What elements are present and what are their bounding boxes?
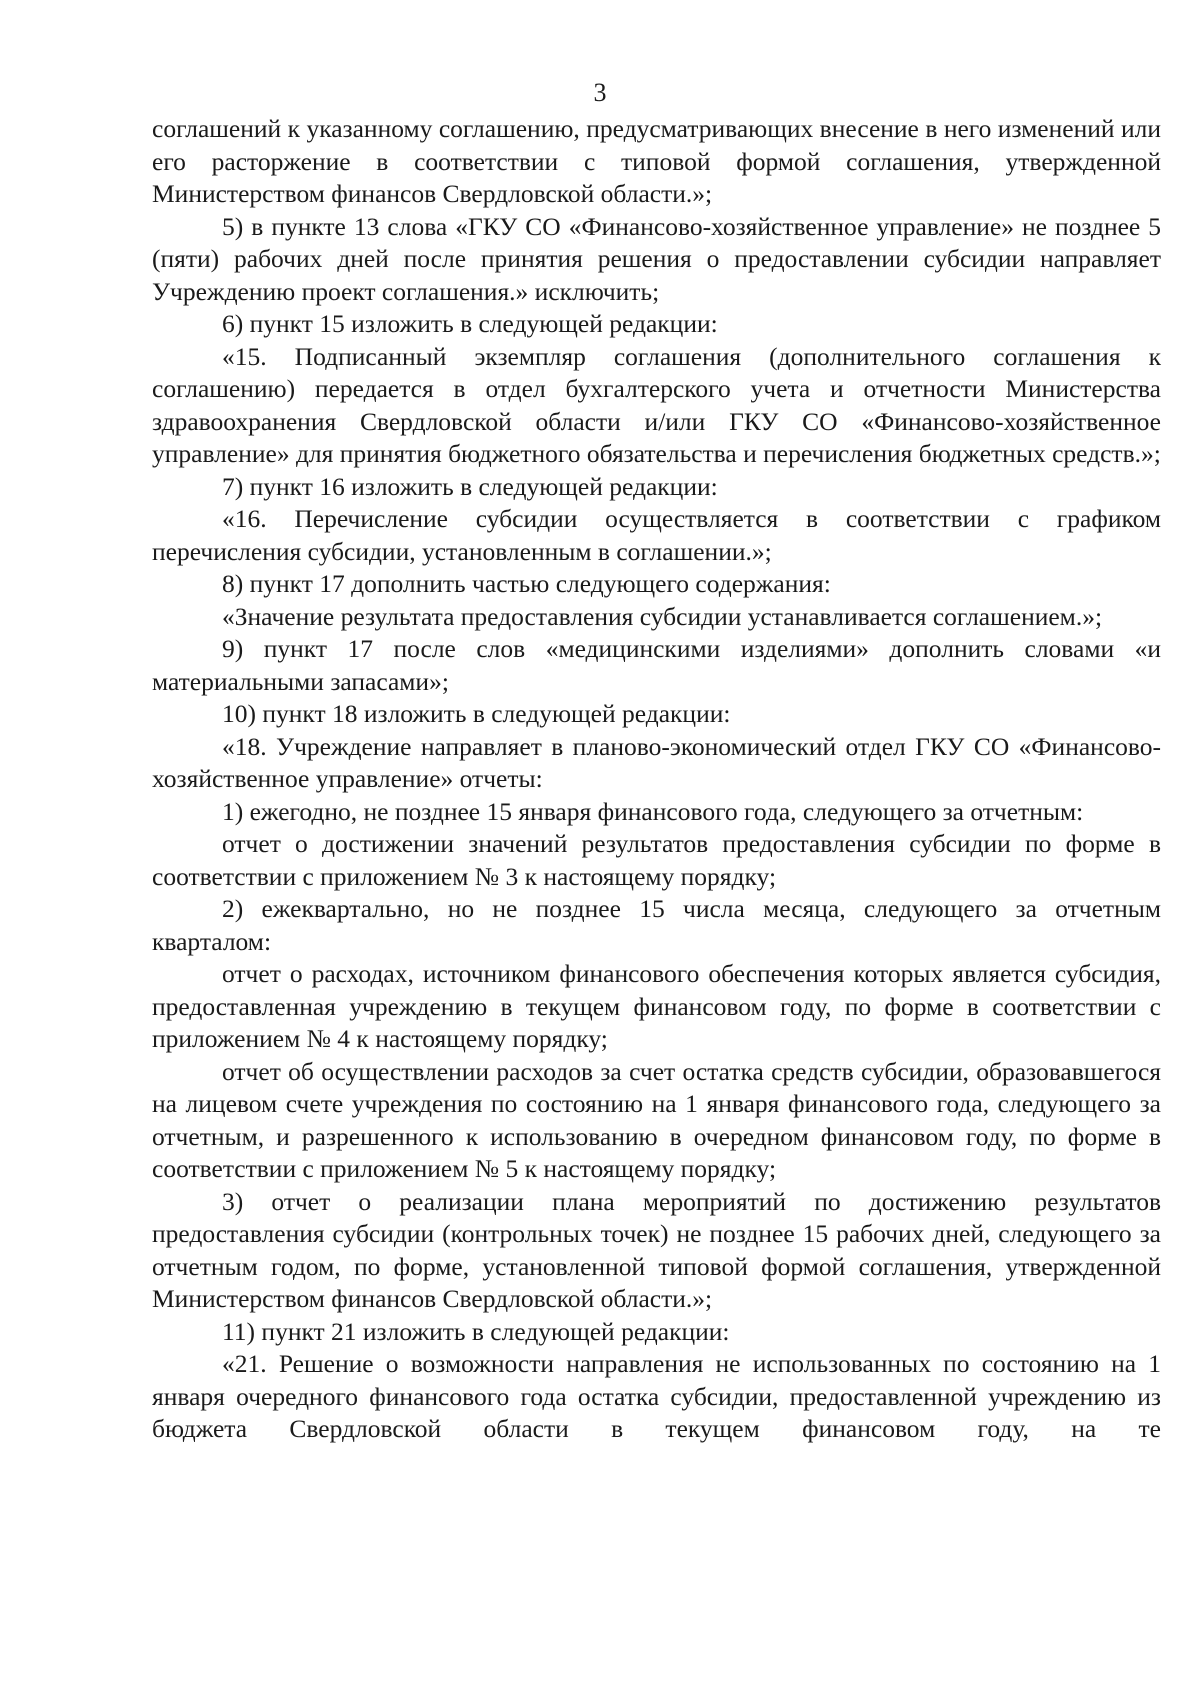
paragraph-subitem-3: 3) отчет о реализации плана мероприятий по достижению результатов предоставления субсидии (контрольных точек) не позднее 15 рабочих дней, следующего за отчетным годом, по форме, установленной типовой формой соглашения, утвержденной Министерством финансов Свердловской области.»; xyxy=(152,1186,1161,1313)
paragraph-clause-21: «21. Решение о возможности направления не использованных по состоянию на 1 января очередного финансового года остатка субсидии, предоставленной учреждению из бюджета Свердловской области в текущем финансовом году, на те xyxy=(152,1349,1161,1443)
paragraph-item-9: 9) пункт 17 после слов «медицинскими изделиями» дополнить словами «и материальными запасами»; xyxy=(152,634,1161,696)
paragraph-item-8: 8) пункт 17 дополнить частью следующего содержания: xyxy=(222,569,831,598)
page-number: 3 xyxy=(593,78,607,107)
paragraph-report-expenses: отчет о расходах, источником финансового обеспечения которых является субсидия, предоставленная учреждению в текущем финансовом году, по форме в соответствии с приложением № 4 к настоящему порядку; xyxy=(152,959,1161,1053)
paragraph-report-results: отчет о достижении значений результатов предоставления субсидии по форме в соответствии с приложением № 3 к настоящему порядку; xyxy=(152,829,1161,891)
paragraph-item-11: 11) пункт 21 изложить в следующей редакции: xyxy=(222,1316,730,1346)
paragraph-continuation: соглашений к указанному соглашению, предусматривающих внесение в него изменений или его расторжение в соответствии с типовой формой соглашения, утвержденной Министерством финансов Свердловской области.»; xyxy=(152,114,1161,208)
paragraph-clause-18: «18. Учреждение направляет в планово-экономический отдел ГКУ СО «Финансово-хозяйственное управление» отчеты: xyxy=(152,731,1161,793)
paragraph-subitem-1: 1) ежегодно, не позднее 15 января финансового года, следующего за отчетным: xyxy=(222,796,1084,826)
paragraph-item-5: 5) в пункте 13 слова «ГКУ СО «Финансово-хозяйственное управление» не позднее 5 (пяти) рабочих дней после принятия решения о предоставлении субсидии направляет Учреждению проект соглашения.» исключить; xyxy=(152,211,1161,306)
paragraph-clause-15: «15. Подписанный экземпляр соглашения (дополнительного соглашения к соглашению) передается в отдел бухгалтерского учета и отчетности Министерства здравоохранения Свердловской области и/или ГКУ СО «Финансово-хозяйственное управление» для принятия бюджетного обязательства и перечисления бюджетных средств.»; xyxy=(152,341,1161,468)
paragraph-item-6: 6) пункт 15 изложить в следующей редакции: xyxy=(222,309,718,338)
paragraph-result-value: «Значение результата предоставления субсидии устанавливается соглашением.»; xyxy=(222,601,1103,631)
paragraph-clause-16: «16. Перечисление субсидии осуществляется в соответствии с графиком перечисления субсидии, установленным в соглашении.»; xyxy=(152,504,1161,566)
paragraph-item-10: 10) пункт 18 изложить в следующей редакции: xyxy=(222,699,731,728)
paragraph-report-remainder: отчет об осуществлении расходов за счет остатка средств субсидии, образовавшегося на лицевом счете учреждения по состоянию на 1 января финансового года, следующего за отчетным, и разрешенного к использованию в очередном финансовом году, по форме в соответствии с приложением № 5 к настоящему порядку; xyxy=(152,1056,1161,1183)
paragraph-item-7: 7) пункт 16 изложить в следующей редакции: xyxy=(222,471,718,501)
paragraph-subitem-2: 2) ежеквартально, но не позднее 15 числа месяца, следующего за отчетным кварталом: xyxy=(152,894,1161,956)
document-body xyxy=(152,113,1161,1446)
